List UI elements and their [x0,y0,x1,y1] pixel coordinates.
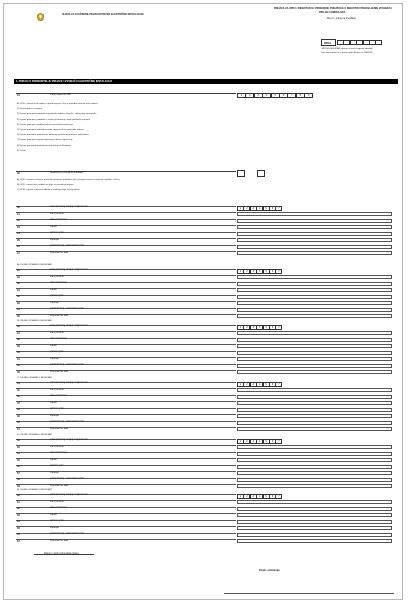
row-number: 47 [17,401,20,405]
row-input-field[interactable] [237,238,392,242]
field-label: vrsta prijave za OPR [50,94,72,96]
row-divider [16,478,236,479]
row-divider [16,301,236,302]
row-number: 65 [17,526,20,530]
row-label: općina / grad [50,465,64,467]
row-input-field[interactable] [237,301,392,305]
person-block-title: C) OSOBE UPISANE U REGISTAR [17,377,52,379]
row-label: općina / grad [50,351,64,353]
row-divider [16,206,236,207]
row-number: 33 [17,301,20,305]
row-divider [16,507,236,508]
row-divider [16,427,236,428]
row-divider [16,414,236,415]
row-label: ime i prezime [50,500,64,503]
row-divider [16,232,236,233]
person-digit-cell[interactable]: 5 [263,325,270,330]
row-divider [16,245,236,246]
row-label: broj telefona, faks [50,251,69,254]
row-divider [16,338,236,339]
person-digit-cell[interactable]: 7 [275,494,282,499]
row-divider [16,471,236,472]
row-number: 25 [17,238,20,242]
row-input-field[interactable] [237,357,392,361]
person-digit-cell[interactable]: 5 [263,382,270,387]
row-divider [16,295,236,296]
row-label: poštanski broj, elektronička pošta [50,364,84,366]
row-input-field[interactable] [237,282,392,286]
row-number: 23 [17,225,20,229]
type-option: 9) Ostalo [17,149,26,152]
row-number: 43 [17,370,20,374]
person-digit-cell[interactable]: 7 [275,325,282,330]
person-digit-cells[interactable] [237,325,282,330]
row-input-field[interactable] [237,427,392,431]
right-title-1: PRIJAVA ZA UPIS U REGISTAR ILI PROMJENU PODATAKA U REGISTRU PRIJAVLJENIH IZVOĐAČA [274,7,392,10]
row-number: 55 [17,458,20,462]
row-label: vrsta (stručnog zvanja) i odgovornost [50,439,88,441]
row-number: 52 [17,439,20,442]
type-digit-cell[interactable]: 4 [262,93,271,98]
row-number: 36 [17,325,20,328]
person-digit-cell[interactable]: 5 [263,494,270,499]
code-note-2: Cijeli broj unesite se u prazna polja (brojevi su OBRTNI) [321,52,373,54]
row-number: 24 [17,232,20,235]
row-label: općina / grad [50,408,64,410]
person-digit-cells[interactable] [237,206,282,211]
row-number: 62 [17,507,20,510]
row-number: 39 [17,344,20,348]
field-label: obrazložene promjene podataka [50,172,83,174]
row-label: ulica i kućni broj [50,452,67,454]
row-divider [16,500,236,501]
row-label: poštanski broj, elektronička pošta [50,308,84,310]
row-number: 27 [17,251,20,255]
type-option: 5) Upisati promjenu podataka osoba odgovornih za provedbu radova [17,129,84,131]
row-number: 64 [17,520,20,523]
row-number: 44 [17,382,20,385]
row-number: 54 [17,452,20,455]
row-input-field[interactable] [237,458,392,462]
type-digit-cell[interactable]: 7 [287,93,296,98]
row-input-field[interactable] [237,364,392,368]
row-input-field[interactable] [237,421,392,425]
row-input-field[interactable] [237,507,392,511]
row-divider [16,439,236,440]
person-digit-cell[interactable]: 4 [256,206,263,211]
no-checkbox[interactable] [257,170,265,177]
row-label: ime i prezime [50,275,64,278]
row-label: mjesto [50,513,57,516]
row-input-field[interactable] [237,395,392,399]
row-divider [16,533,236,534]
person-block-title: E) OSOBE UPISANE U REGISTAR [17,489,52,491]
type-option: 4) Upisati promjenu sjedišta prijave, prestanak poslovanja [17,123,73,126]
person-digit-cell[interactable]: 6 [269,206,276,211]
row-label: ulica i kućni broj [50,507,67,509]
row-number: 67 [17,539,20,543]
row-divider [16,484,236,485]
row-input-field[interactable] [237,338,392,342]
row-number: 08 [17,206,20,209]
coat-of-arms-icon [37,13,44,21]
section-bar-title: 1. PODACI O PODNOSITELJU PRIJAVE / IZVOĐAČU ELEKTRIČNIH INSTALACIJA [16,80,113,83]
person-digit-cells[interactable] [237,269,282,274]
code-cell[interactable] [375,40,382,45]
row-label: ime i prezime [50,331,64,334]
row-input-field[interactable] [237,212,392,216]
row-divider [16,344,236,345]
person-digit-cell[interactable]: 3 [250,325,257,330]
person-block-title: D) OSOBE UPISANE U REGISTAR [17,434,52,436]
person-digit-cell[interactable]: 1 [237,494,244,499]
row-number: 35 [17,314,20,318]
row-label: vrsta (stručnog zvanja) i odgovornost [50,382,88,384]
row-label: poštanski broj, elektronička pošta [50,478,84,480]
row-label: vrsta (stručnog zvanja) i odgovornost [50,325,88,327]
code-label: BROJ [324,42,331,45]
row-divider [16,445,236,446]
row-input-field[interactable] [237,314,392,318]
row-divider [16,238,236,239]
right-title-2: PRILOG FORMULARA [319,11,346,14]
signature-line[interactable] [224,593,394,594]
person-digit-cells[interactable] [237,439,282,444]
row-input-field[interactable] [237,408,392,412]
row-number: 46 [17,395,20,398]
person-digit-cells[interactable] [237,494,282,499]
row-divider [16,513,236,514]
type-digit-cell[interactable]: 1 [237,93,246,98]
row-label: ulica i kućni broj [50,338,67,340]
row-divider [16,539,236,540]
row-number: 51 [17,427,20,431]
row-divider [16,351,236,352]
row-number: 28 [17,269,20,272]
type-digit-cell[interactable]: 5 [271,93,280,98]
row-label: ulica i kućni broj [50,395,67,397]
row-divider [16,421,236,422]
row-input-field[interactable] [237,331,392,335]
row-divider [16,288,236,289]
person-digit-cell[interactable]: 4 [256,494,263,499]
type-digit-cell[interactable]: 2 [245,93,254,98]
row-label: vrsta (stručnog zvanja) i odgovornost [50,494,88,496]
type-option: 1) Upisati prijavu, izmjene [17,108,43,111]
row-label: županija [50,526,59,529]
form-page [3,3,403,600]
person-digit-cell[interactable]: 3 [250,269,257,274]
row-label: vrsta (stručnog zvanja) i odgovornost [50,206,88,208]
row-label: poštanski broj, elektronička pošta [50,421,84,423]
row-input-field[interactable] [237,484,392,488]
row-input-field[interactable] [237,370,392,374]
type-digit-cells[interactable] [237,93,313,98]
row-label: broj telefona, faks [50,539,69,542]
change-note: C) OPR - upisati u prijavu podatke o osobama koje su prijavljene [17,189,80,191]
row-divider [16,219,236,220]
code-cells[interactable] [337,40,382,45]
row-label: broj telefona, faks [50,314,69,317]
row-divider [16,370,236,371]
person-digit-cell[interactable]: 6 [269,439,276,444]
row-input-field[interactable] [237,288,392,292]
person-digit-cell[interactable]: 6 [269,494,276,499]
row-label: broj telefona, faks [50,484,69,487]
row-divider [16,395,236,396]
row-input-field[interactable] [237,445,392,449]
row-divider [16,212,236,213]
row-number: 66 [17,533,20,536]
person-digit-cell[interactable]: 7 [275,269,282,274]
person-digit-cell[interactable]: 4 [256,269,263,274]
person-block-title: A) OSOBE UPISANE U REGISTAR [17,264,52,266]
row-number: 41 [17,357,20,361]
row-number: 40 [17,351,20,354]
row-label: mjesto [50,225,57,228]
row-label: mjesto [50,401,57,404]
right-title-3: Broj 3 - prilog za izvođača [327,17,356,20]
row-input-field[interactable] [237,513,392,517]
row-number: 53 [17,445,20,449]
row-divider [16,357,236,358]
change-note: A) OPR - navesti iz čega je proizašla promjena podataka (npr. promjena imena, osnivača, sjedišta i slično) [17,179,120,181]
row-number: 42 [17,364,20,367]
row-number: 21 [17,212,20,216]
row-divider [16,458,236,459]
row-number: 60 [17,494,20,497]
row-label: broj telefona, faks [50,370,69,373]
row-label: ime i prezime [50,212,64,215]
person-digit-cell[interactable]: 1 [237,325,244,330]
type-option: 8) Upisati prestanak poslovanja radi stečaja ili likvidacije [17,144,72,147]
row-number: 29 [17,275,20,279]
row-label: županija [50,414,59,417]
row-divider [16,526,236,527]
person-digit-cell[interactable]: 1 [237,269,244,274]
row-label: ime i prezime [50,445,64,448]
row-label: mjesto [50,288,57,291]
row-input-field[interactable] [237,414,392,418]
row-label: županija [50,357,59,360]
code-label-box [321,39,336,46]
row-label: mjesto [50,344,57,347]
row-divider [16,325,236,326]
row-input-field[interactable] [237,225,392,229]
row-divider [16,494,236,495]
row-divider [16,225,236,226]
row-input-field[interactable] [237,344,392,348]
row-divider [16,331,236,332]
row-input-field[interactable] [237,245,392,249]
row-divider [16,251,236,252]
row-number: 49 [17,414,20,418]
row-divider [16,465,236,466]
person-digit-cell[interactable]: 6 [269,325,276,330]
row-input-field[interactable] [237,401,392,405]
row-input-field[interactable] [237,388,392,392]
row-label: vrsta (stručnog zvanja) i odgovornost [50,269,88,271]
type-option: 2) Upisati promjenu podataka zaposlenih radnika, vlasnika, zakonskog zastupnika [17,113,97,116]
row-input-field[interactable] [237,520,392,524]
row-label: mjesto [50,458,57,461]
row-number: 31 [17,288,20,292]
person-digit-cell[interactable]: 6 [269,269,276,274]
row-number: 61 [17,500,20,504]
row-label: općina / grad [50,295,64,297]
code-note-1: OBRTNI REGISTAR (upisuje se broj iz registra obrtnika) [321,48,373,50]
row-label: poštanski broj, elektronička pošta [50,245,84,247]
row-label: županija [50,238,59,241]
type-digit-cell[interactable]: 3 [254,93,263,98]
person-digit-cell[interactable]: 2 [243,382,250,387]
row-label: općina / grad [50,520,64,522]
field-number: 01 [17,94,20,97]
row-number: 58 [17,478,20,481]
row-divider [16,269,236,270]
row-number: 48 [17,408,20,411]
row-input-field[interactable] [237,539,392,543]
type-digit-cell[interactable]: 8 [296,93,305,98]
row-input-field[interactable] [237,251,392,255]
person-digit-cell[interactable]: 2 [243,494,250,499]
row-label: županija [50,301,59,304]
row-divider [16,388,236,389]
person-digit-cell[interactable]: 2 [243,269,250,274]
yes-checkbox[interactable] [237,170,245,177]
row-label: ime i prezime [50,388,64,391]
person-digit-cell[interactable]: 4 [256,325,263,330]
row-divider [16,408,236,409]
row-divider [16,275,236,276]
field-number: 02 [17,172,20,175]
row-number: 30 [17,282,20,285]
row-input-field[interactable] [237,351,392,355]
row-divider [16,282,236,283]
row-number: 56 [17,465,20,468]
row-number: 38 [17,338,20,341]
type-digit-cell[interactable]: 9 [304,93,313,98]
row-label: općina / grad [50,232,64,234]
row-number: 63 [17,513,20,517]
person-digit-cell[interactable]: 2 [243,325,250,330]
row-label: broj telefona, faks [50,427,69,430]
person-digit-cell[interactable]: 7 [275,382,282,387]
person-digit-cell[interactable]: 1 [237,439,244,444]
person-digit-cell[interactable]: 2 [243,206,250,211]
left-title: IZJAVA ZA SLUŽBENE PRIJAVOSTRUKE ELEKTRIČNE INSTALACIJE [62,13,144,16]
person-digit-cell[interactable]: 5 [263,439,270,444]
row-label: poštanski broj, elektronička pošta [50,533,84,535]
row-input-field[interactable] [237,219,392,223]
section-bar [14,79,398,84]
row-label: županija [50,471,59,474]
row-number: 57 [17,471,20,475]
row-number: 59 [17,484,20,488]
person-digit-cell[interactable]: 1 [237,206,244,211]
row-number: 45 [17,388,20,392]
row-input-field[interactable] [237,533,392,537]
row-number: 22 [17,219,20,222]
person-digit-cell[interactable]: 6 [269,382,276,387]
row-label: ulica i kućni broj [50,219,67,221]
person-digit-cell[interactable]: 3 [250,382,257,387]
person-digit-cell[interactable]: 4 [256,382,263,387]
row-divider [16,382,236,383]
row-input-field[interactable] [237,465,392,469]
sign-label: Potpis ovlaštenja [259,569,280,572]
row-number: 37 [17,331,20,335]
divider [16,171,236,172]
row-number: 32 [17,295,20,298]
person-digit-cell[interactable]: 3 [250,439,257,444]
row-divider [16,364,236,365]
divider [16,93,236,94]
person-digit-cell[interactable]: 1 [237,382,244,387]
row-divider [16,520,236,521]
person-digit-cell[interactable]: 5 [263,269,270,274]
person-digit-cell[interactable]: 3 [250,206,257,211]
row-input-field[interactable] [237,295,392,299]
row-input-field[interactable] [237,275,392,279]
change-note: B) OPR - navesti broj radnika za koje se provodi promjena [17,184,74,186]
person-block-title: B) OSOBE UPISANE U REGISTAR [17,320,52,322]
row-input-field[interactable] [237,308,392,312]
type-option: 3) Upisati promjenu podataka o načinu poslovanja, broja poslovnih prostora [17,118,91,121]
row-input-field[interactable] [237,471,392,475]
row-label: ulica i kućni broj [50,282,67,284]
row-divider [16,308,236,309]
row-number: 34 [17,308,20,311]
row-number: 26 [17,245,20,248]
row-input-field[interactable] [237,452,392,456]
row-input-field[interactable] [237,478,392,482]
date-label: Datum i potpis podnositelja prijave [44,553,79,555]
person-digit-cell[interactable]: 4 [256,439,263,444]
row-divider [16,401,236,402]
type-option: 6) Upisati prestanak poslovanja, otvaranje poslovnog prostora, podružnice [17,134,89,137]
person-digit-cell[interactable]: 3 [250,494,257,499]
person-digit-cells[interactable] [237,382,282,387]
person-digit-cell[interactable]: 7 [275,439,282,444]
row-divider [16,452,236,453]
row-divider [16,314,236,315]
person-digit-cell[interactable]: 7 [275,206,282,211]
person-digit-cell[interactable]: 2 [243,439,250,444]
type-digit-cell[interactable]: 6 [279,93,288,98]
row-input-field[interactable] [237,526,392,530]
type-option: 7) Upisati promjenu registarskog broja, obrtne registracije [17,139,73,142]
row-number: 50 [17,421,20,424]
person-digit-cell[interactable]: 5 [263,206,270,211]
row-input-field[interactable] [237,232,392,236]
row-input-field[interactable] [237,500,392,504]
type-option: A) OPR - upisati vrste radova, upisati brojeve i ako je potrebno navesti vrste radova [17,103,98,105]
